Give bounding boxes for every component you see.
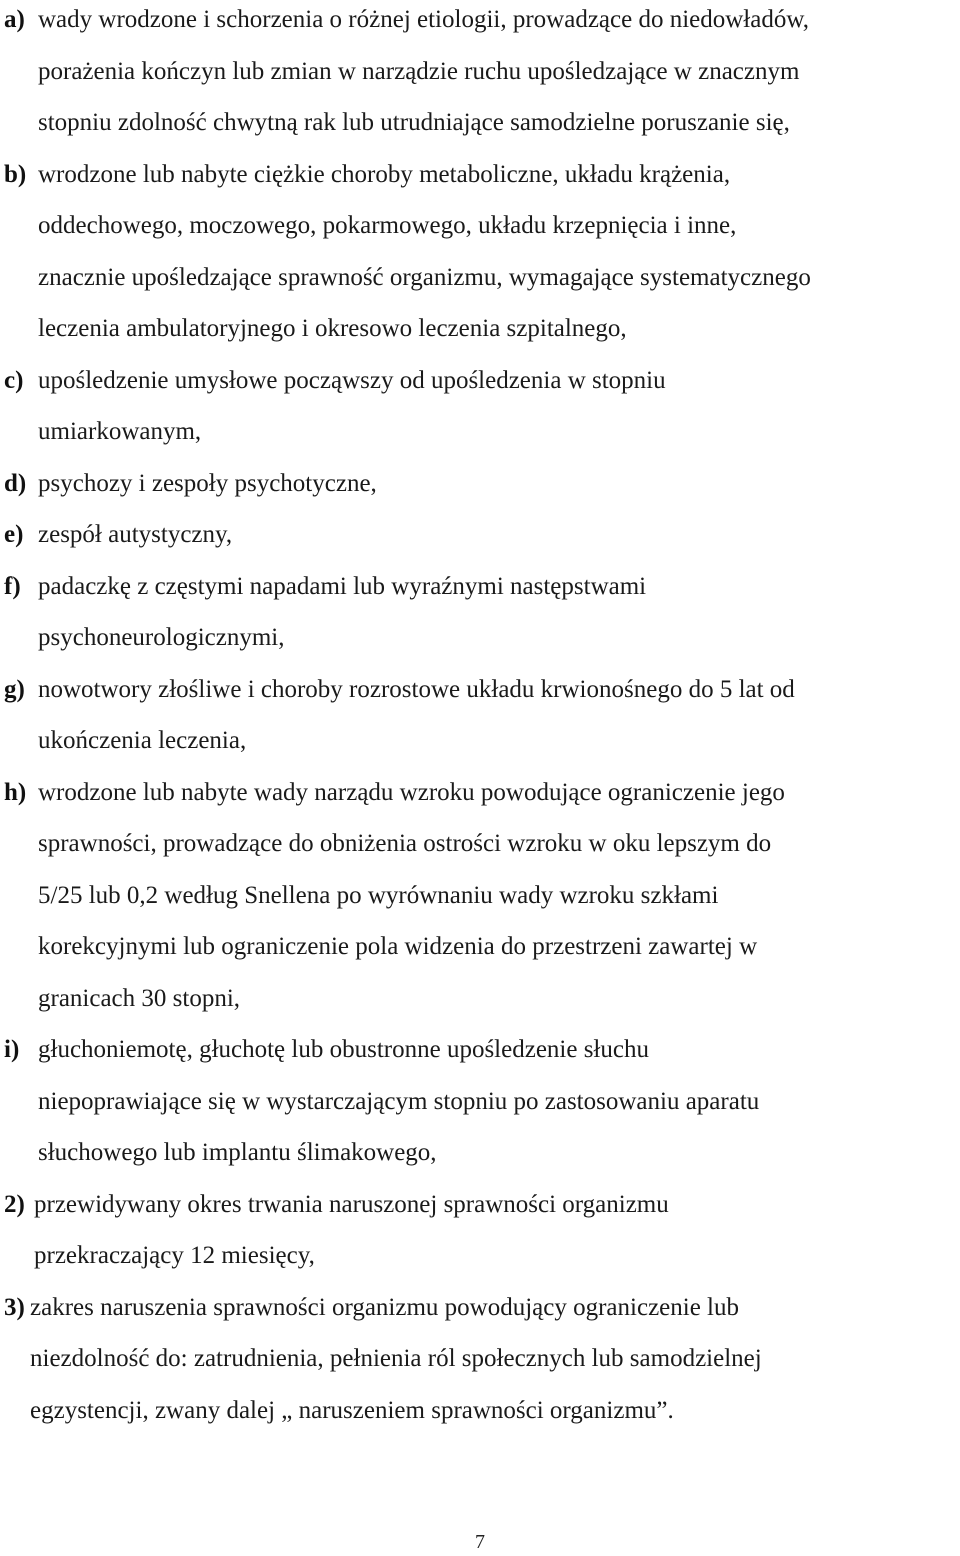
list-marker: d) — [4, 469, 27, 497]
text-line: niepoprawiające się w wystarczającym stopniu po zastosowaniu aparatu — [38, 1087, 760, 1115]
text-line: sprawności, prowadzące do obniżenia ostrości wzroku w oku lepszym do — [38, 830, 772, 857]
list-item-g — [0, 664, 960, 767]
text-line: zakres naruszenia sprawności organizmu powodujący ograniczenie lub — [30, 1293, 739, 1321]
list-item-h — [0, 767, 960, 1025]
text-line: egzystencji, zwany dalej „ naruszeniem sprawności organizmu”. — [30, 1396, 674, 1424]
text-line: znacznie upośledzające sprawność organizmu, wymagające systematycznego — [38, 263, 811, 291]
list-item-3 — [0, 1282, 960, 1437]
text-line: wady wrodzone i schorzenia o różnej etiologii, prowadzące do niedowładów, — [38, 6, 810, 33]
list-item-2 — [0, 1179, 960, 1282]
page-number: 7 — [475, 1531, 485, 1553]
text-line: oddechowego, moczowego, pokarmowego, układu krzepnięcia i inne, — [38, 212, 737, 239]
text-line: przewidywany okres trwania naruszonej sprawności organizmu — [34, 1190, 669, 1218]
list-item-i — [0, 1024, 960, 1179]
list-item-b — [0, 149, 960, 355]
list-item-text — [38, 0, 953, 149]
text-line: stopniu zdolność chwytną rak lub utrudniające samodzielne poruszanie się, — [38, 109, 790, 136]
text-line: niezdolność do: zatrudnienia, pełnienia ról społecznych lub samodzielnej — [30, 1345, 762, 1372]
list-item-a — [0, 0, 960, 149]
text-line: przekraczający 12 miesięcy, — [34, 1242, 315, 1269]
text-line: padaczkę z częstymi napadami lub wyraźnymi następstwami — [38, 572, 647, 600]
text-line: korekcyjnymi lub ograniczenie pola widzenia do przestrzeni zawartej w — [38, 933, 758, 960]
text-line: porażenia kończyn lub zmian w narządzie ruchu upośledzające w znacznym — [38, 57, 800, 85]
list-marker: f) — [4, 572, 21, 600]
text-line: granicach 30 stopni, — [38, 984, 241, 1012]
text-line: 5/25 lub 0,2 według Snellena po wyrównaniu wady wzroku szkłami — [38, 881, 719, 909]
list-marker: 3) — [4, 1293, 25, 1321]
text-line: nowotwory złośliwe i choroby rozrostowe układu krwionośnego do 5 lat od — [38, 675, 795, 703]
text-line: wrodzone lub nabyte ciężkie choroby metaboliczne, układu krążenia, — [38, 160, 731, 188]
list-item-c — [0, 355, 960, 458]
list-marker: b) — [4, 160, 27, 188]
list-marker: e) — [4, 521, 24, 548]
text-line: ukończenia leczenia, — [38, 727, 247, 754]
list-item-text — [38, 509, 953, 561]
text-line: psychozy i zespoły psychotyczne, — [38, 469, 377, 497]
list-marker: g) — [4, 675, 25, 703]
list-item-text — [38, 458, 953, 510]
list-item-text — [30, 1282, 950, 1437]
list-item-text — [34, 1179, 954, 1282]
list-item-text — [38, 355, 953, 458]
list-item-text — [38, 767, 953, 1025]
text-line: głuchoniemotę, głuchotę lub obustronne upośledzenie słuchu — [38, 1036, 649, 1063]
list-marker: c) — [4, 366, 24, 394]
list-item-f — [0, 561, 960, 664]
list-item-text — [38, 664, 953, 767]
list-marker: 2) — [4, 1190, 25, 1218]
text-line: wrodzone lub nabyte wady narządu wzroku powodujące ograniczenie jego — [38, 778, 785, 806]
list-item-d — [0, 458, 960, 510]
list-item-text — [38, 1024, 953, 1179]
text-line: psychoneurologicznymi, — [38, 624, 285, 651]
text-line: leczenia ambulatoryjnego i okresowo leczenia szpitalnego, — [38, 315, 627, 342]
text-line: umiarkowanym, — [38, 418, 202, 445]
list-item-text — [38, 561, 953, 664]
list-marker: a) — [4, 6, 25, 33]
text-line: zespół autystyczny, — [38, 521, 233, 548]
text-line: upośledzenie umysłowe począwszy od upośledzenia w stopniu — [38, 366, 666, 394]
text-line: słuchowego lub implantu ślimakowego, — [38, 1139, 437, 1166]
list-item-e — [0, 509, 960, 561]
list-item-text — [38, 149, 953, 355]
list-marker: i) — [4, 1036, 20, 1063]
list-marker: h) — [4, 778, 27, 806]
